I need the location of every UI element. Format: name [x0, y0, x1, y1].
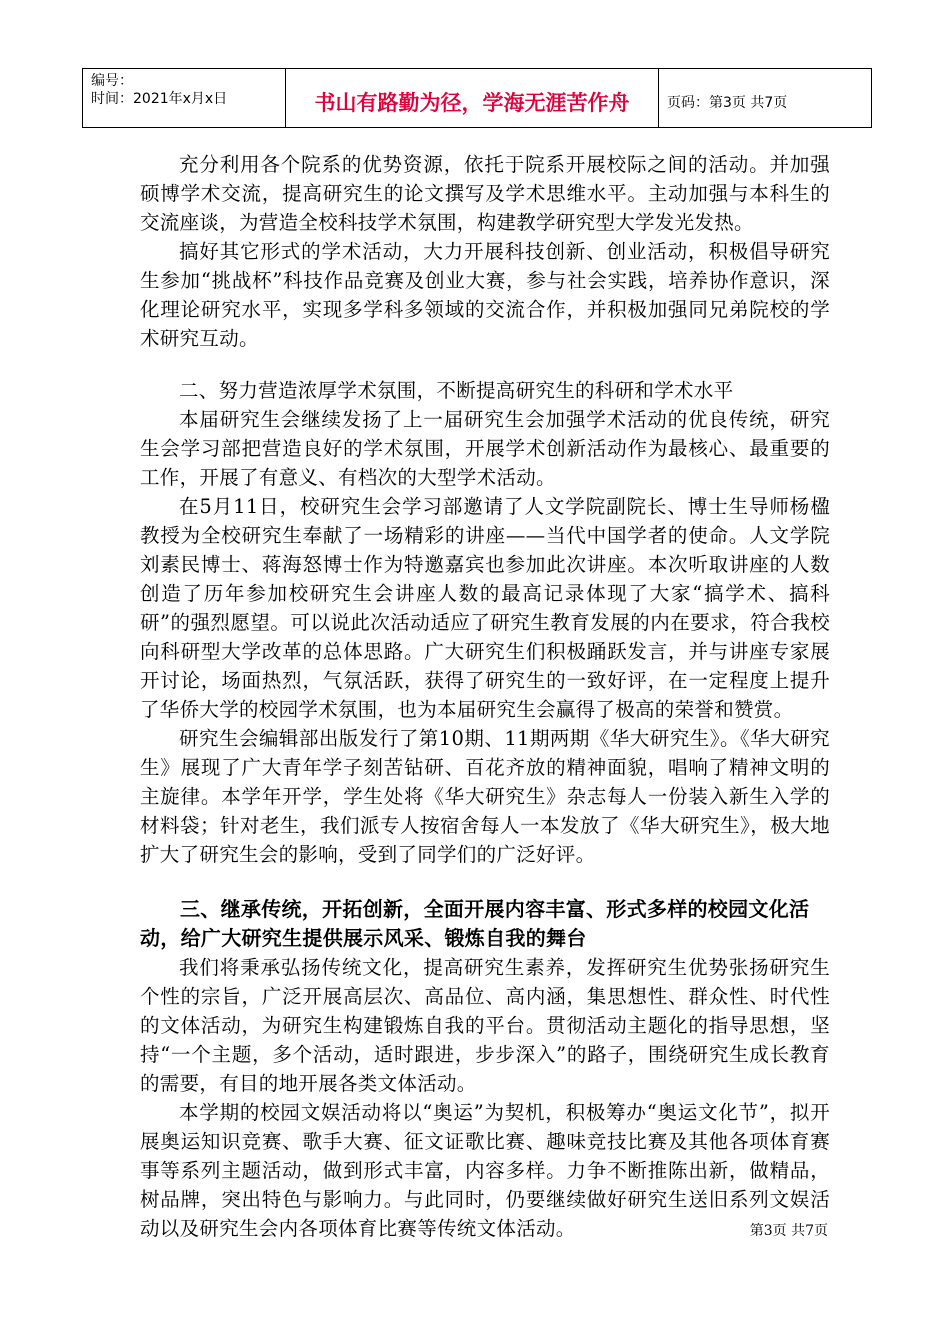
header-number-label: 编号： [91, 73, 133, 89]
document-body [140, 150, 830, 1243]
paragraph: 本学期的校园文娱活动将以“奥运”为契机，积极筹办“奥运文化节”，拟开展奥运知识竞赛、歌手大赛、征文证歌比赛、趣味竞技比赛及其他各项体育赛事等系列主题活动，做到形式丰富，内容多样。力争不断推陈出新，做精品，树品牌，突出特色与影响力。与此同时，仍要继续做好研究生送旧系列文娱活动以及研究生会内各项体育比赛等传统文体活动。 [140, 1101, 830, 1240]
header-page-label: 页码：第3页 共7页 [667, 95, 788, 111]
paragraph: 充分利用各个院系的优势资源，依托于院系开展校际之间的活动。并加强硕博学术交流，提高研究生的论文撰写及学术思维水平。主动加强与本科生的交流座谈，为营造全校科技学术氛围，构建教学研究型大学发光发热。 [140, 153, 830, 234]
spacer [140, 353, 830, 376]
paragraph: 我们将秉承弘扬传统文化，提高研究生素养，发挥研究生优势张扬研究生个性的宗旨，广泛开展高层次、高品位、高内涵，集思想性、群众性、时代性的文体活动，为研究生构建锻炼自我的平台。贯彻活动主题化的指导思想，坚持“一个主题，多个活动，适时跟进，步步深入”的路子，围绕研究生成长教育的需要，有目的地开展各类文体活动。 [140, 956, 830, 1095]
page-footer-number: 第3页 共7页 [749, 1223, 828, 1239]
page-header [82, 68, 872, 128]
header-time-label: 时间：2021年x月x日 [91, 91, 228, 107]
paragraph: 在5月11日，校研究生会学习部邀请了人文学院副院长、博士生导师杨楹教授为全校研究生奉献了一场精彩的讲座——当代中国学者的使命。人文学院刘素民博士、蒋海怒博士作为特邀嘉宾也参加此次讲座。本次听取讲座的人数创造了历年参加校研究生会讲座人数的最高记录体现了大家“搞学术、搞科研”的强烈愿望。可以说此次活动适应了研究生教育发展的内在要求，符合我校向科研型大学改革的总体思路。广大研究生们积极踊跃发言，并与讲座专家展开讨论，场面热烈，气氛活跃，获得了研究生的一致好评，在一定程度上提升了华侨大学的校园学术氛围，也为本届研究生会赢得了极高的荣誉和赞赏。 [140, 495, 830, 721]
spacer [140, 869, 830, 895]
paragraph: 搞好其它形式的学术活动，大力开展科技创新、创业活动，积极倡导研究生参加“挑战杯”科技作品竞赛及创业大赛，参与社会实践，培养协作意识，深化理论研究水平，实现多学科多领域的交流合作，并积极加强同兄弟院校的学术研究互动。 [140, 240, 830, 350]
paragraph: 本届研究生会继续发扬了上一届研究生会加强学术活动的优良传统，研究生会学习部把营造良好的学术氛围，开展学术创新活动作为最核心、最重要的工作，开展了有意义、有档次的大型学术活动。 [140, 408, 830, 489]
header-meta [83, 69, 286, 127]
header-motto: 书山有路勤为径，学海无涯苦作舟 [286, 69, 659, 127]
paragraph: 研究生会编辑部出版发行了第10期、11期两期《华大研究生》。《华大研究生》展现了广大青年学子刻苦钻研、百花齐放的精神面貌，唱响了精神文明的主旋律。本学年开学，学生处将《华大研究生》杂志每人一份装入新生入学的材料袋；针对老生，我们派专人按宿舍每人一本发放了《华大研究生》，极大地扩大了研究生会的影响，受到了同学们的广泛好评。 [140, 727, 830, 866]
section-heading-3: 三、继承传统，开拓创新，全面开展内容丰富、形式多样的校园文化活动，给广大研究生提供展示风采、锻炼自我的舞台 [140, 897, 810, 950]
section-heading-2: 二、努力营造浓厚学术氛围，不断提高研究生的科研和学术水平 [179, 379, 734, 402]
